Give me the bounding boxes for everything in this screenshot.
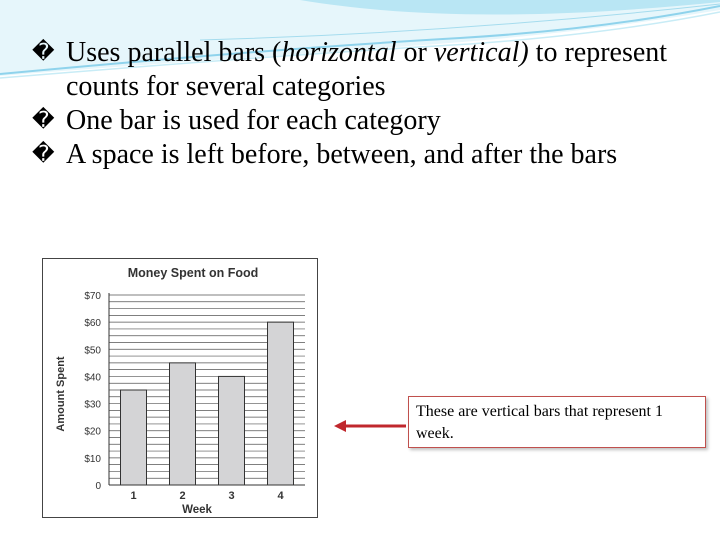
y-tick-label: $40	[84, 372, 101, 384]
bullet-text: Uses parallel bars (	[66, 37, 282, 68]
chart-title: Money Spent on Food	[127, 266, 259, 280]
bullet-list	[32, 36, 702, 172]
y-tick-label: $20	[84, 426, 101, 438]
bullet-text-emphasis: vertical)	[433, 37, 529, 68]
callout-text: These are vertical bars that represent 1 week.	[416, 403, 663, 442]
callout-box	[408, 396, 706, 448]
bullet-text: or	[396, 37, 434, 68]
y-axis-label: Amount Spent	[55, 356, 67, 432]
bullet-marker: �	[32, 40, 55, 65]
bullet-marker: �	[32, 108, 55, 133]
bar-chart-canvas	[43, 259, 317, 517]
bullet-marker: �	[32, 142, 55, 167]
y-tick-label: $10	[84, 453, 101, 465]
y-tick-label: $50	[84, 345, 101, 357]
x-tick-label: 1	[130, 490, 137, 502]
bullet-item	[32, 36, 702, 104]
y-tick-label: $30	[84, 399, 101, 411]
x-tick-label: 3	[228, 490, 235, 502]
bar-chart	[42, 258, 318, 518]
bar	[121, 390, 147, 485]
bar	[268, 322, 294, 485]
bullet-text: A space is left before, between, and after the bars	[66, 139, 618, 170]
x-axis-label: Week	[182, 504, 212, 516]
bullet-text-emphasis: horizontal	[281, 37, 397, 68]
y-tick-label: $60	[84, 318, 101, 330]
bullet-text: to represent counts for several categories	[66, 37, 668, 102]
bullet-item	[32, 138, 702, 172]
bullet-text: One bar is used for each category	[66, 105, 441, 136]
x-tick-label: 2	[179, 490, 186, 502]
y-tick-label: $70	[84, 291, 101, 302]
arrow-icon	[330, 412, 410, 442]
bar	[219, 376, 245, 485]
x-tick-label: 4	[277, 490, 284, 502]
bar	[170, 363, 196, 485]
bullet-item	[32, 104, 702, 138]
y-tick-label: 0	[95, 481, 101, 492]
